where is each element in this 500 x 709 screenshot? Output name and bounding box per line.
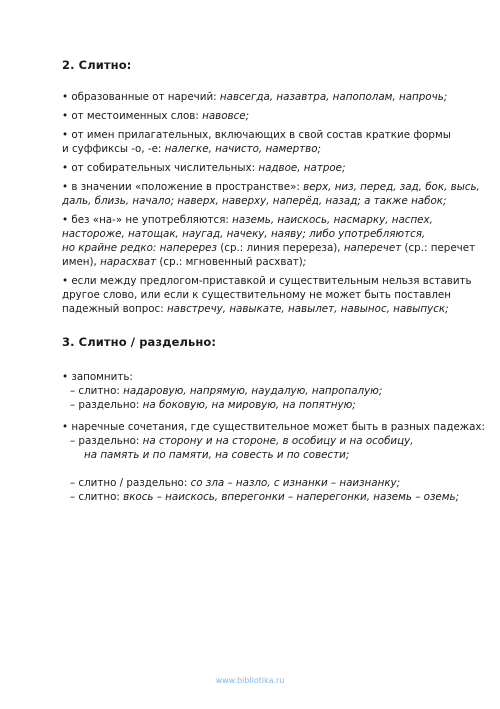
italic-run: но крайне редко: наперерез [62,242,221,254]
text-run: – раздельно: [70,435,143,447]
text-line [70,399,356,412]
combos-title: • наречные сочетания, где существительное может быть в разных падежах: [62,421,485,433]
text-run: – раздельно: [70,399,143,411]
text-run: • если между предлогом-приставкой и существительным нельзя вставить [62,275,472,287]
text-line [62,181,480,194]
text-line [84,449,349,462]
text-line [70,491,459,504]
text-line [70,385,382,398]
section-3-heading: 3. Слитно / раздельно: [62,335,217,349]
italic-run: на боковую, на мировую, на попятную; [142,399,356,411]
text-line [62,214,433,227]
italic-run: вкось – наискось, вперегонки – наперегонки, наземь – оземь; [123,491,460,503]
text-run: имен), [62,256,101,268]
text-line [62,289,451,302]
text-line [62,303,449,316]
text-run: (ср.: перечет [404,242,476,254]
text-line [62,91,447,104]
text-run: (ср.: линия перереза), [220,242,344,254]
italic-run: верх, низ, перед, зад, бок, высь, [303,181,480,193]
text-run: (ср.: мгновенный расхват) [159,256,303,268]
text-run: • от местоименных слов: [62,110,203,122]
text-line [62,275,472,288]
italic-run: навстречу, навыкате, навылет, навынос, навыпуск; [166,303,449,315]
italic-run: навсегда, назавтра, напополам, напрочь; [219,91,448,103]
text-run: падежный вопрос: [62,303,167,315]
text-line [62,162,345,175]
text-run: и суффиксы -о, -е: [62,143,165,155]
text-line [62,143,321,156]
text-line [62,129,451,142]
text-line [70,477,400,490]
text-run: • от собирательных числительных: [62,162,259,174]
italic-run: надаровую, напрямую, наудалую, напропалую; [123,385,383,397]
footer-link[interactable]: www.bibliotika.ru [215,676,285,685]
text-line [62,110,249,123]
text-line [62,228,425,241]
italic-run: нарасхват [100,256,160,268]
text-run: – слитно: [70,491,124,503]
italic-run: навовсе; [202,110,250,122]
text-run: – слитно: [70,385,124,397]
italic-run: ; [302,256,307,268]
text-run: – слитно / раздельно: [70,477,191,489]
italic-run: налегке, начисто, намертво; [164,143,321,155]
italic-run: настороже, натощак, наугад, начеку, наяву; либо употребляются, [62,228,426,240]
italic-run: на память и по памяти, на совесть и по совести; [84,449,350,461]
italic-run: наперечет [343,242,405,254]
text-run: • без «на-» не употребляются: [62,214,233,226]
text-line [62,242,475,255]
italic-run: наземь, наискось, насмарку, наспех, [232,214,433,226]
text-line [62,256,306,269]
memorize-title: • запомнить: [62,371,133,383]
text-run: • в значении «положение в пространстве»: [62,181,304,193]
italic-run: даль, близь, начало; наверх, наверху, наперёд, назад; а также набок; [62,195,447,207]
text-run: другое слово, или если к существительному не может быть поставлен [62,289,451,301]
italic-run: на сторону и на стороне, в особицу и на особицу, [142,435,414,447]
text-run: • образованные от наречий: [62,91,220,103]
text-run: • от имен прилагательных, включающих в свой состав краткие формы [62,129,451,141]
italic-run: со зла – назло, с изнанки – наизнанку; [190,477,401,489]
text-line [62,195,446,208]
section-2-heading: 2. Слитно: [62,58,132,72]
italic-run: надвое, натрое; [258,162,346,174]
text-line [70,435,414,448]
